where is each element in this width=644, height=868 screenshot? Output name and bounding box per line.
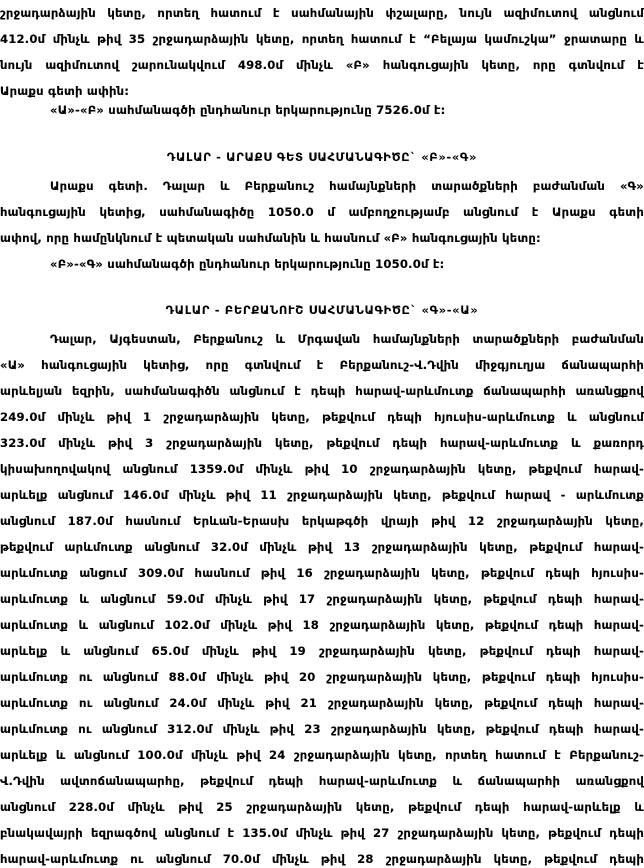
paragraph-line: Արաքս գետի. Դալար և Բերքանուշ համայնքների տարածքների բաժանման «Գ»	[50, 179, 644, 193]
paragraph-line: ափով, որը համընկնում է պետական սահմանին և հասնում «Բ» հանգուցային կետը:	[0, 231, 541, 245]
paragraph-line: Վ.Դվին ավտոճանապարհը, թեքվում դեպի հարավ-արևմուտք և ճանապարհի առանցքով	[0, 774, 644, 788]
paragraph-line: արևելք և անցնում 100.0մ մինչև թիվ 24 շրջադարձային կետը, որտեղ հատում է Բերքանուշ-	[0, 748, 644, 762]
paragraph-line: «Ա» հանգուցային կետից, որը գտնվում է Բերքանուշ-Վ.Դվին միջգյուղյա ճանապարհի	[0, 358, 644, 372]
paragraph-line: 412.0մ մինչև թիվ 35 շրջադարձային կետը, որտեղ հատում է “Բելայա կամուշկա” ջրատարը և	[0, 32, 644, 46]
paragraph-line: արևմուտք և անցնում 59.0մ մինչև թիվ 17 շրջադարձային կետը, թեքվում դեպի հարավ-	[0, 592, 644, 606]
paragraph-line: անցնում 187.0մ հասնում Երևան-Երասխ երկաթգծի վրայի թիվ 12 շրջադարձային կետը,	[0, 514, 644, 528]
paragraph-line: արևելք անցնում 146.0մ մինչև թիվ 11 շրջադարձային կետը, թեքվում հարավ - արևմուտք	[0, 488, 644, 502]
paragraph-line: շրջադարձային կետը, որտեղ հատում է սահմանային փշալարը, նույն ազիմուտով անցնում	[0, 6, 644, 20]
paragraph-line: նույն ազիմուտով շարունակվում 498.0մ մինչև «Բ» հանգուցային կետը, որը գտնվում է	[0, 58, 644, 72]
paragraph-line: Արաքս գետի ափին:	[0, 84, 130, 98]
paragraph-line: Դալար, Այգեստան, Բերքանուշ և Մրգավան համայնքների տարածքների բաժանման	[50, 332, 644, 346]
paragraph-line: հարավ-արևմուտք ու անցնում 70.0մ մինչև թիվ 28 շրջադարձային կետը, թեքվում դեպի	[0, 852, 644, 866]
paragraph-line: բնակավայրի եզրագծով անցնում է 135.0մ մինչև թիվ 27 շրջադարձային կետը, թեքվում դեպի	[0, 826, 644, 840]
paragraph-line: անցնում 228.0մ մինչև թիվ 25 շրջադարձային կետը, թեքվում դեպի հարավ-արևելք և	[0, 800, 644, 814]
section-total: «Ա»-«Բ» սահմանագծի ընդհանուր երկարությունը 7526.0մ է:	[50, 103, 446, 117]
paragraph-line: կիսախողովակով անցնում 1359.0մ մինչև թիվ 10 շրջադարձային կետը, թեքվում հարավ-	[0, 462, 644, 476]
paragraph-line: արևմուտք ու անցնում 312.0մ մինչև թիվ 23 շրջադարձային կետը, թեքվում դեպի հարավ-	[0, 722, 644, 736]
section-total: «Բ»-«Գ» սահմանագծի ընդհանուր երկարությունը 1050.0մ է:	[50, 257, 445, 271]
paragraph-line: արևմուտք և անցնում 102.0մ մինչև թիվ 18 շրջադարձային կետը, թեքվում դեպի հարավ-	[0, 618, 644, 632]
paragraph-line: արևմուտք ու անցնում 24.0մ մինչև թիվ 21 շրջադարձային կետը, թեքվում դեպի հարավ-	[0, 696, 644, 710]
section-heading: ԴԱԼԱՐ - ԱՐԱՔՍ ԳԵՏ ՍԱՀՄԱՆԱԳԻԾԸ` «Բ»-«Գ»	[166, 150, 478, 164]
paragraph-line: հանգուցային կետից, սահմանագիծը 1050.0 մ ամբողջությամբ անցնում է Արաքս գետի	[0, 205, 644, 219]
paragraph-line: արևելք և անցնում 65.0մ մինչև թիվ 19 շրջադարձային կետը, թեքվում դեպի հարավ-	[0, 644, 644, 658]
paragraph-line: արևմուտք անցում 309.0մ հասնում թիվ 16 շրջադարձային կետը, թեքվում դեպի հյուսիս-	[0, 566, 644, 580]
paragraph-line: թեքվում արևմուտք անցնում 32.0մ մինչև թիվ 13 շրջադարձային կետը, թեքվում հարավ-	[0, 540, 644, 554]
paragraph-line: արևմուտք ու անցնում 88.0մ մինչև թիվ 20 շրջադարձային կետը, թեքվում դեպի հյուսիս-	[0, 670, 644, 684]
paragraph-line: 249.0մ մինչև թիվ 1 շրջադարձային կետը, թեքվում դեպի հյուսիս-արևմուտք և անցնում	[0, 410, 644, 424]
paragraph-line: արևելյան եզրին, սահմանագիծն անցնում է դեպի հարավ-արևմուտք ճանապարհի առանցքով	[0, 384, 644, 398]
paragraph-line: 323.0մ մինչև թիվ 3 շրջադարձային կետը, թեքվում դեպի հարավ-արևմուտք և քառորդ	[0, 436, 644, 450]
section-heading: ԴԱԼԱՐ - ԲԵՐՔԱՆՈՒՇ ՍԱՀՄԱՆԱԳԻԾԸ` «Գ»-«Ա»	[165, 303, 479, 317]
